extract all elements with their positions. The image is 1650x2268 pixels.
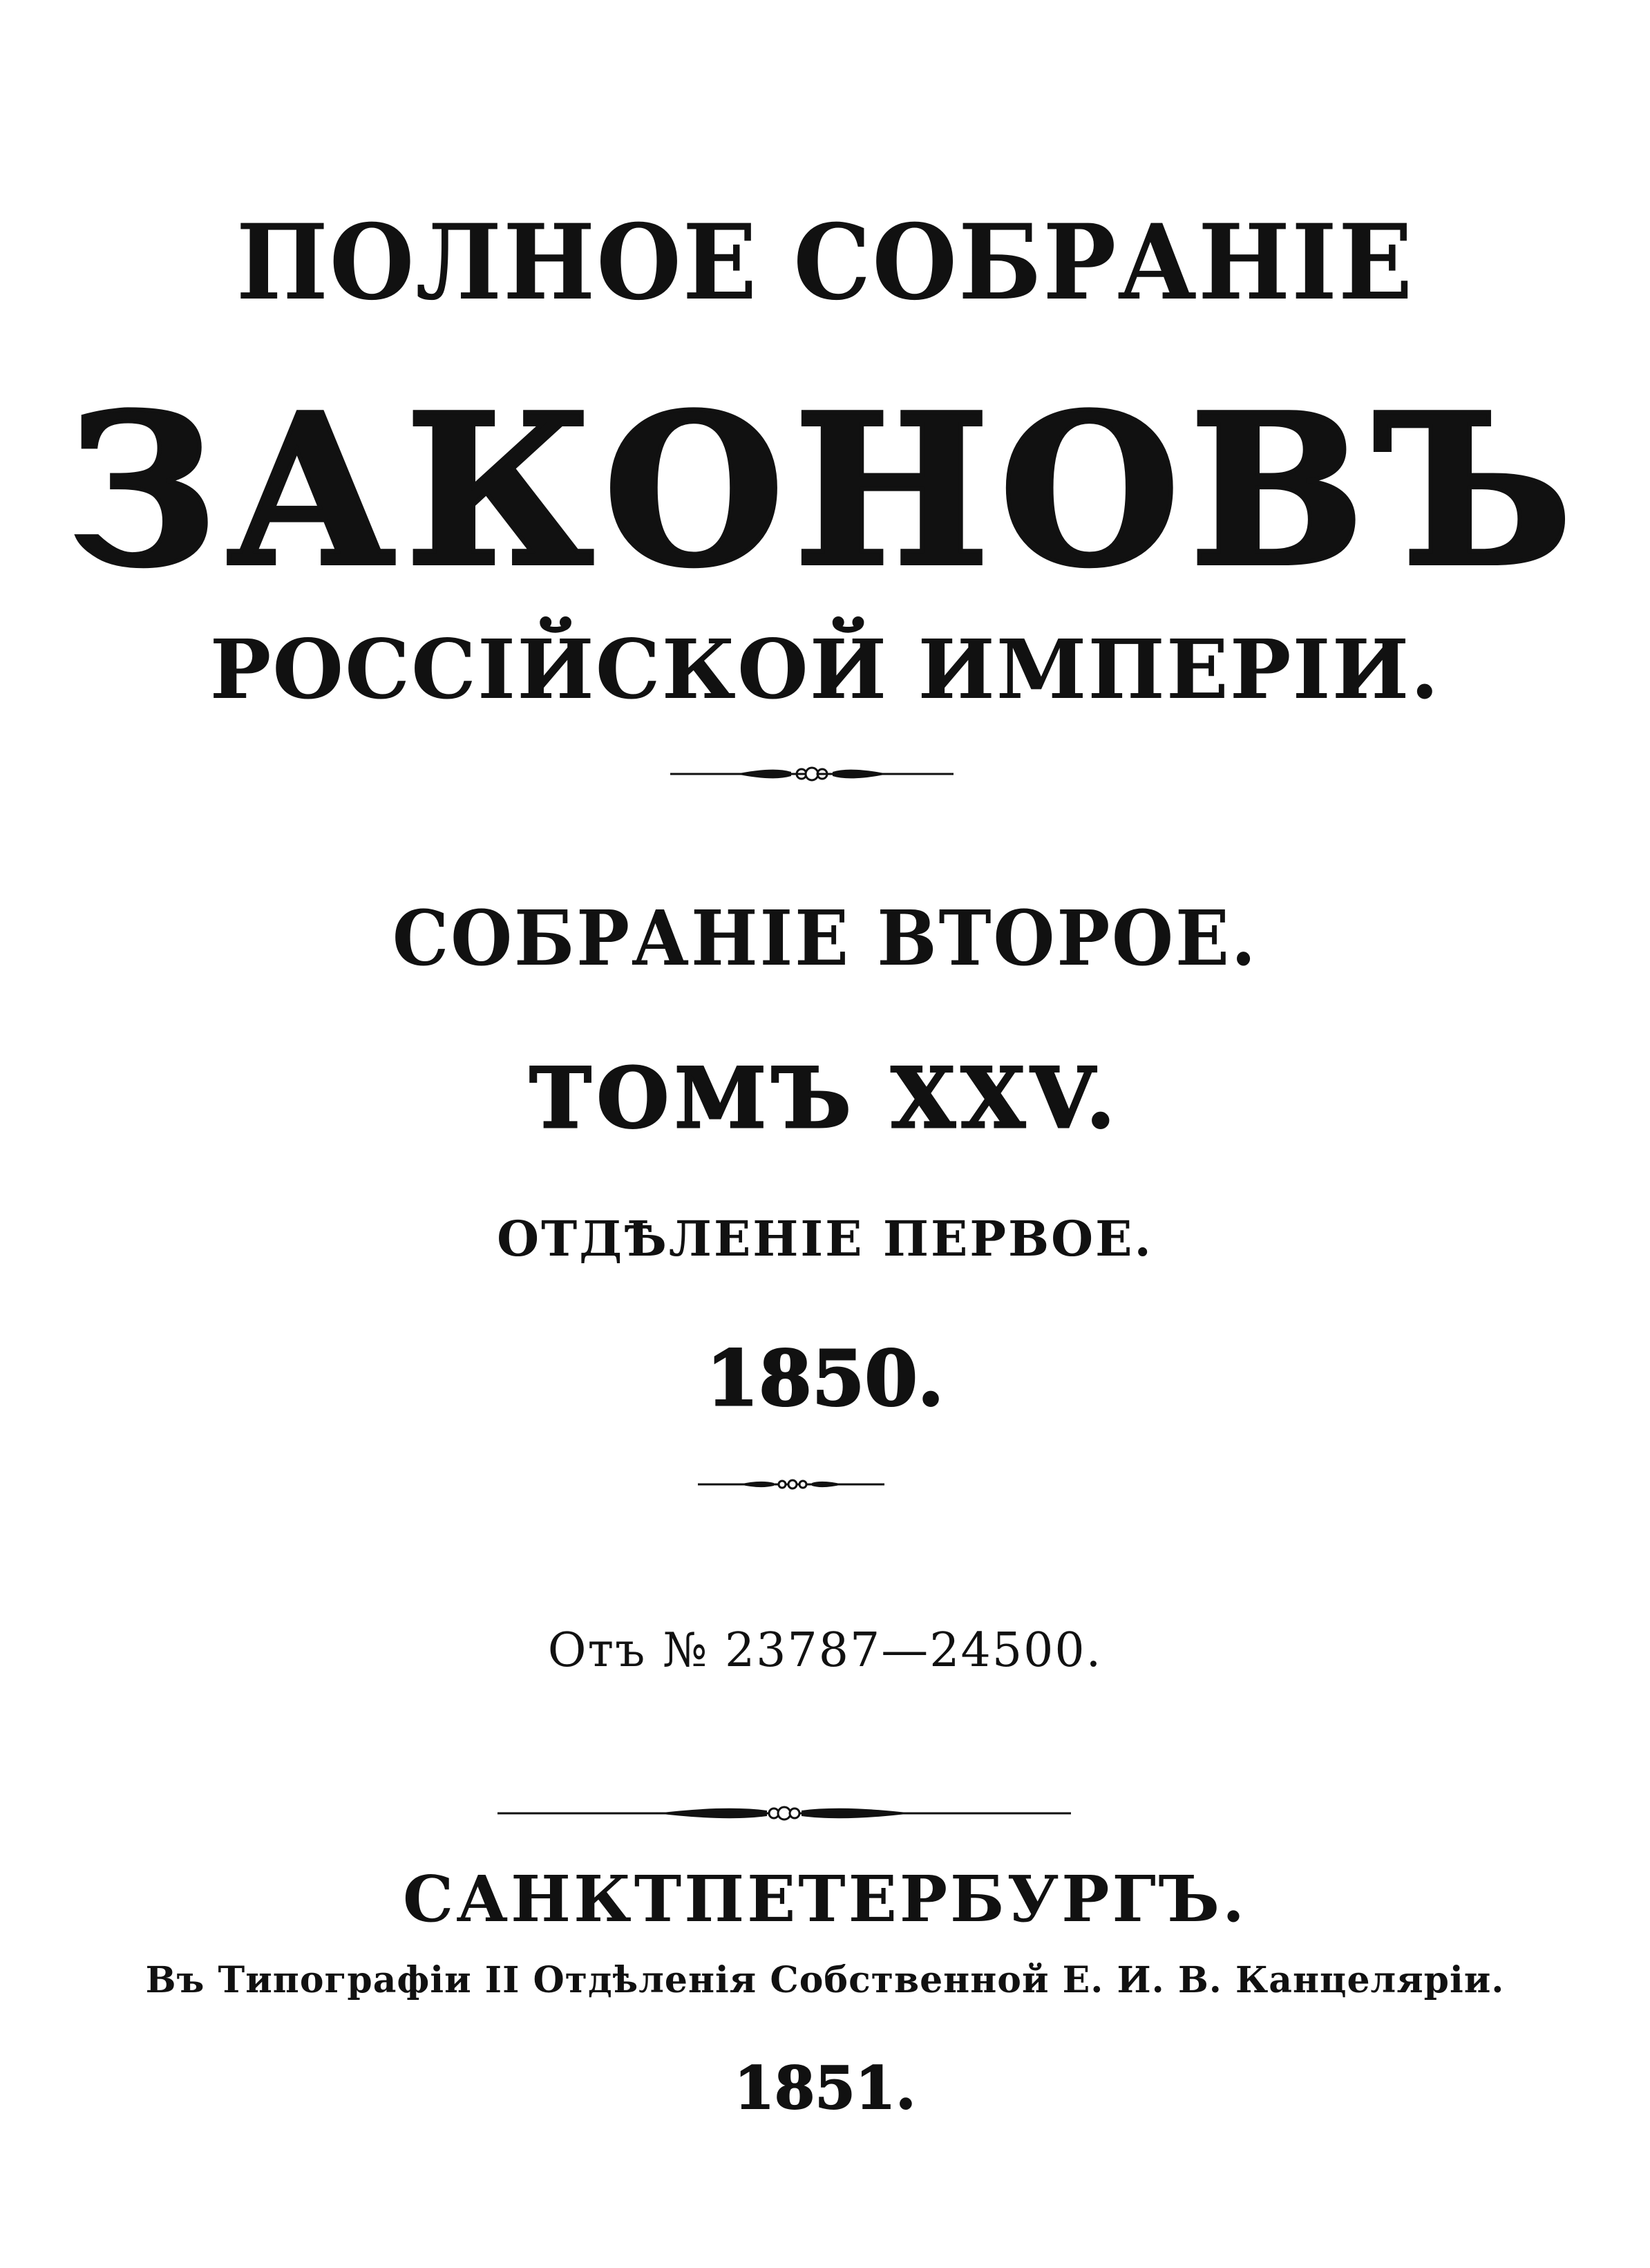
title-line-3: РОССІЙСКОЙ ИМПЕРІИ. bbox=[209, 621, 1441, 717]
collection-label: СОБРАНІЕ ВТОРОЕ. bbox=[392, 894, 1258, 983]
section-label: ОТДѢЛЕНІЕ ПЕРВОЕ. bbox=[497, 1210, 1153, 1267]
printer-label: Въ Типографіи II Отдѣленія Собственной Е. И. В. Канцеляріи. bbox=[145, 1959, 1505, 2001]
rule-ornament bbox=[670, 764, 954, 784]
rule-ornament bbox=[698, 1477, 884, 1491]
title-line-1: ПОЛНОЕ СОБРАНІЕ bbox=[236, 202, 1414, 323]
number-range: Отъ № 23787—24500. bbox=[547, 1623, 1103, 1678]
print-year-label: 1851. bbox=[734, 2054, 916, 2122]
year-label: 1850. bbox=[705, 1334, 945, 1423]
volume-label: ТОМЪ XXV. bbox=[529, 1050, 1121, 1147]
city-label: САНКТПЕТЕРБУРГЪ. bbox=[403, 1862, 1247, 1936]
title-line-2: ЗАКОНОВЪ bbox=[67, 368, 1583, 612]
rule-ornament bbox=[497, 1804, 1071, 1823]
